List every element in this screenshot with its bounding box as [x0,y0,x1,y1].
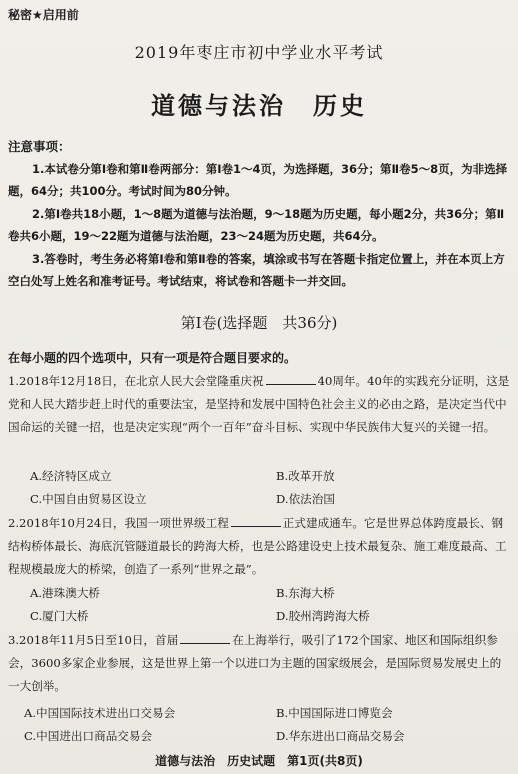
exam-title: 2019年枣庄市初中学业水平考试 [134,43,384,62]
question-1-stem-a: 1.2018年12月18日，在北京人民大会堂隆重庆祝 [8,374,264,388]
question-2-option-c: C.厦门大桥 [30,609,89,623]
question-2-option-a: A.港珠澳大桥 [30,586,101,600]
question-3-stem-b: 在上海举行，吸引了172个国家、地区和国际组织参会，3600多家企业参展，这是世界上第一个以进口为主题的国家级展会，是国际贸易发展史上的一大创举。 [8,633,502,693]
question-1-option-d: D.依法治国 [276,492,335,506]
question-3-stem-a: 3.2018年11月5日至10日，首届 [8,633,179,647]
notice-item-2: 2.第Ⅰ卷共18小题，1～8题为道德与法治题，9～18题为历史题，每小题2分，共36分；第Ⅱ卷共6小题，19～22题为道德与法治题，23～24题为历史题，共64分。 [8,207,505,243]
confidential-label: 秘密★启用前 [8,8,79,22]
answer-blank [180,632,230,644]
question-1-stem-b: 40周年。40年的实践充分证明，这是党和人民大踏步赶上时代的重要法宝，是坚持和发展中国特色社会主义的必由之路，是决定当代中国命运的关键一招，也是决定实现“两个一百年”奋斗目标、实现中华民族伟大复兴的关键一招。 [8,374,510,434]
question-1-option-a: A.经济特区成立 [30,469,112,483]
question-2-stem-a: 2.2018年10月24日，我国一项世界级工程 [8,516,229,530]
question-3-option-c: C.中国进出口商品交易会 [24,729,153,743]
main-title: 道德与法治 历史 [151,92,367,120]
question-3-option-a: A.中国国际技术进出口交易会 [24,706,176,720]
question-3-option-b: B.中国国际进口博览会 [276,706,393,720]
question-3-option-d: D.华东进出口商品交易会 [276,729,405,743]
question-2-option-d: D.胶州湾跨海大桥 [276,609,370,623]
part1-instruction: 在每小题的四个选项中，只有一项是符合题目要求的。 [8,351,297,365]
question-2 [8,512,510,581]
notice-item-3: 3.答卷时，考生务必将第Ⅰ卷和第Ⅱ卷的答案，填涂或书写在答题卡指定位置上，并在本页上方空白处写上姓名和准考证号。考试结束，将试卷和答题卡一并交回。 [8,252,505,288]
part1-title: 第Ⅰ卷(选择题 共36分) [180,314,338,332]
answer-blank [266,373,316,385]
question-1-option-b: B.改革开放 [276,469,335,483]
question-1-option-c: C.中国自由贸易区设立 [30,492,147,506]
answer-blank [231,515,281,527]
question-2-stem-b: 正式建成通车。它是世界总体跨度最长、钢结构桥体最长、海底沉管隧道最长的跨海大桥，也是公路建设史上技术最复杂、施工难度最高、工程规模最庞大的桥梁，创造了一系列“世界之最”。 [8,516,507,576]
question-2-option-b: B.东海大桥 [276,586,335,600]
page-footer: 道德与法治 历史试题 第1页(共8页) [155,754,363,768]
notice-heading: 注意事项： [8,139,71,154]
question-3 [8,629,510,698]
question-1 [8,370,510,439]
notice-item-1: 1.本试卷分第Ⅰ卷和第Ⅱ卷两部分：第Ⅰ卷1～4页，为选择题，36分；第Ⅱ卷5～8页，为非选择题，64分；共100分。考试时间为80分钟。 [8,162,508,198]
